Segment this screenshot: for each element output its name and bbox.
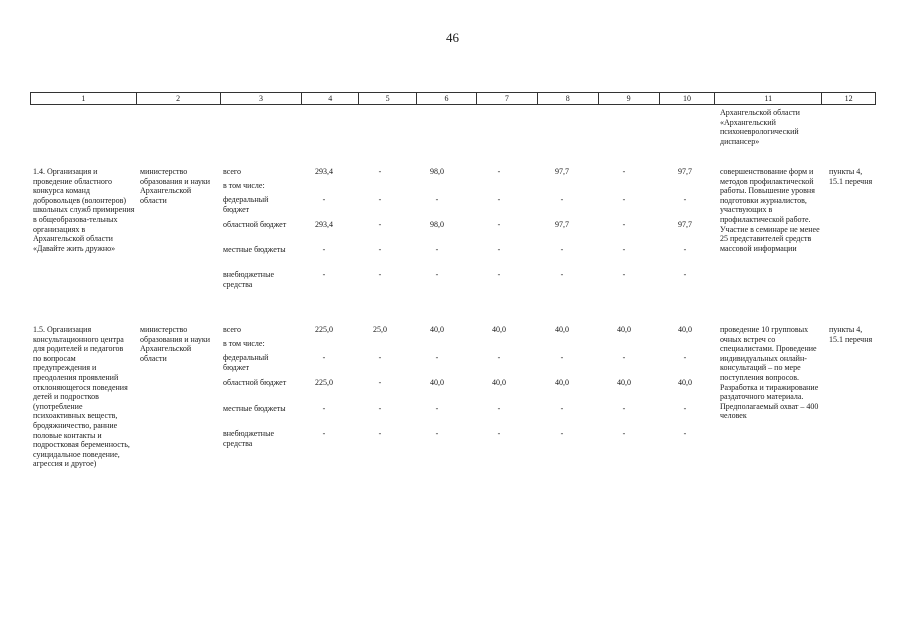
value-cell: - — [622, 195, 626, 204]
points-cell: пункты 4, 15.1 перечня — [829, 167, 873, 186]
value-cell: - — [435, 270, 439, 279]
value-cell: 97,7 — [678, 220, 692, 229]
value-cell: - — [683, 195, 687, 204]
value-cell: - — [497, 195, 501, 204]
value-cell: - — [322, 245, 326, 254]
value-cell: - — [378, 353, 382, 362]
value-cell: - — [435, 195, 439, 204]
value-cell: - — [322, 195, 326, 204]
header-col-11: 11 — [715, 93, 822, 104]
value-cell: - — [322, 404, 326, 413]
source-label: в том числе: — [223, 181, 265, 190]
header-col-1: 1 — [31, 93, 137, 104]
value-cell: - — [322, 353, 326, 362]
source-label: внебюджетные средства — [223, 429, 274, 448]
header-col-8: 8 — [538, 93, 599, 104]
header-col-5: 5 — [359, 93, 417, 104]
header-col-3: 3 — [221, 93, 303, 104]
value-cell: - — [378, 220, 382, 229]
value-cell: 40,0 — [678, 378, 692, 387]
page-number: 46 — [446, 30, 459, 45]
value-cell: - — [497, 167, 501, 176]
executor-cell: министерство образования и науки Архангельской области — [140, 325, 211, 363]
points-cell: пункты 4, 15.1 перечня — [829, 325, 873, 344]
value-cell: 40,0 — [617, 378, 631, 387]
value-cell: - — [560, 195, 564, 204]
value-cell: - — [378, 429, 382, 438]
source-label: всего — [223, 167, 242, 176]
continuation-result-text: Архангельской области «Архангельский психоневрологический диспансер» — [720, 108, 800, 146]
source-label: местные бюджеты — [223, 245, 286, 254]
value-cell: - — [622, 270, 626, 279]
value-cell: - — [497, 220, 501, 229]
value-cell: - — [378, 404, 382, 413]
value-cell: 293,4 — [315, 167, 333, 176]
value-cell: 40,0 — [678, 325, 692, 334]
value-cell: - — [683, 429, 687, 438]
value-cell: - — [560, 270, 564, 279]
value-cell: 40,0 — [492, 378, 506, 387]
value-cell: 40,0 — [617, 325, 631, 334]
value-cell: 98,0 — [430, 220, 444, 229]
value-cell: 225,0 — [315, 325, 333, 334]
value-cell: - — [683, 404, 687, 413]
table-header-row — [30, 92, 876, 105]
value-cell: - — [683, 353, 687, 362]
value-cell: - — [497, 353, 501, 362]
value-cell: 97,7 — [555, 220, 569, 229]
value-cell: - — [560, 353, 564, 362]
header-col-12: 12 — [844, 93, 853, 103]
value-cell: - — [322, 270, 326, 279]
value-cell: 40,0 — [492, 325, 506, 334]
header-col-10: 10 — [660, 93, 716, 104]
value-cell: - — [435, 245, 439, 254]
value-cell: - — [683, 270, 687, 279]
header-col-7: 7 — [477, 93, 538, 104]
source-label: в том числе: — [223, 339, 265, 348]
value-cell: - — [497, 404, 501, 413]
result-cell: совершенствование форм и методов профилактической работы. Повышение уровня подготовки журналистов, участвующих в профилактической работе. Участие в семинаре не менее 25 представителей средств массовой информации — [720, 167, 820, 253]
value-cell: 97,7 — [678, 167, 692, 176]
value-cell: 225,0 — [315, 378, 333, 387]
source-label: областной бюджет — [223, 220, 287, 229]
source-label: внебюджетные средства — [223, 270, 274, 289]
value-cell: 97,7 — [555, 167, 569, 176]
value-cell: - — [378, 195, 382, 204]
value-cell: - — [378, 270, 382, 279]
header-col-6: 6 — [417, 93, 477, 104]
result-cell: проведение 10 групповых очных встреч со специалистами. Проведение индивидуальных онлайн-консультаций – по мере поступления вопросов. Разработка и тиражирование раздаточного материала. Предполагаемый охват – 400 человек — [720, 325, 819, 421]
source-label: областной бюджет — [223, 378, 287, 387]
source-label: всего — [223, 325, 242, 334]
value-cell: - — [622, 167, 626, 176]
header-col-4: 4 — [302, 93, 359, 104]
value-cell: 40,0 — [555, 378, 569, 387]
value-cell: - — [497, 245, 501, 254]
value-cell: 293,4 — [315, 220, 333, 229]
value-cell: 98,0 — [430, 167, 444, 176]
value-cell: - — [378, 245, 382, 254]
value-cell: - — [622, 353, 626, 362]
value-cell: - — [378, 378, 382, 387]
activity-cell: 1.4. Организация и проведение областного конкурса команд добровольцев (волонтеров) школьных служб примирения в общеобразова-тельных организациях в Архангельской области «Давайте жить дружно» — [33, 167, 135, 253]
source-label: федеральный бюджет — [223, 353, 269, 372]
source-label: местные бюджеты — [223, 404, 286, 413]
header-col-2: 2 — [137, 93, 221, 104]
value-cell: - — [622, 245, 626, 254]
value-cell: 25,0 — [373, 325, 387, 334]
value-cell: - — [322, 429, 326, 438]
value-cell: 40,0 — [430, 325, 444, 334]
value-cell: 40,0 — [430, 378, 444, 387]
value-cell: - — [497, 429, 501, 438]
value-cell: - — [622, 220, 626, 229]
value-cell: - — [622, 404, 626, 413]
value-cell: - — [560, 245, 564, 254]
value-cell: - — [435, 353, 439, 362]
value-cell: - — [560, 404, 564, 413]
value-cell: - — [435, 429, 439, 438]
value-cell: - — [435, 404, 439, 413]
value-cell: - — [622, 429, 626, 438]
value-cell: - — [497, 270, 501, 279]
executor-cell: министерство образования и науки Архангельской области — [140, 167, 211, 205]
value-cell: - — [378, 167, 382, 176]
source-label: федеральный бюджет — [223, 195, 269, 214]
value-cell: - — [560, 429, 564, 438]
activity-cell: 1.5. Организация консультационного центра для родителей и педагогов по вопросам предупреждения и преодоления проявлений отклоняющегося поведения детей и подростков (употребление психоактивных веществ, бродяжничество, ранние половые контакты и подростковая беременность, суицидальное поведение, агрессия и другое) — [33, 325, 130, 469]
value-cell: 40,0 — [555, 325, 569, 334]
value-cell: - — [683, 245, 687, 254]
header-col-9: 9 — [599, 93, 660, 104]
